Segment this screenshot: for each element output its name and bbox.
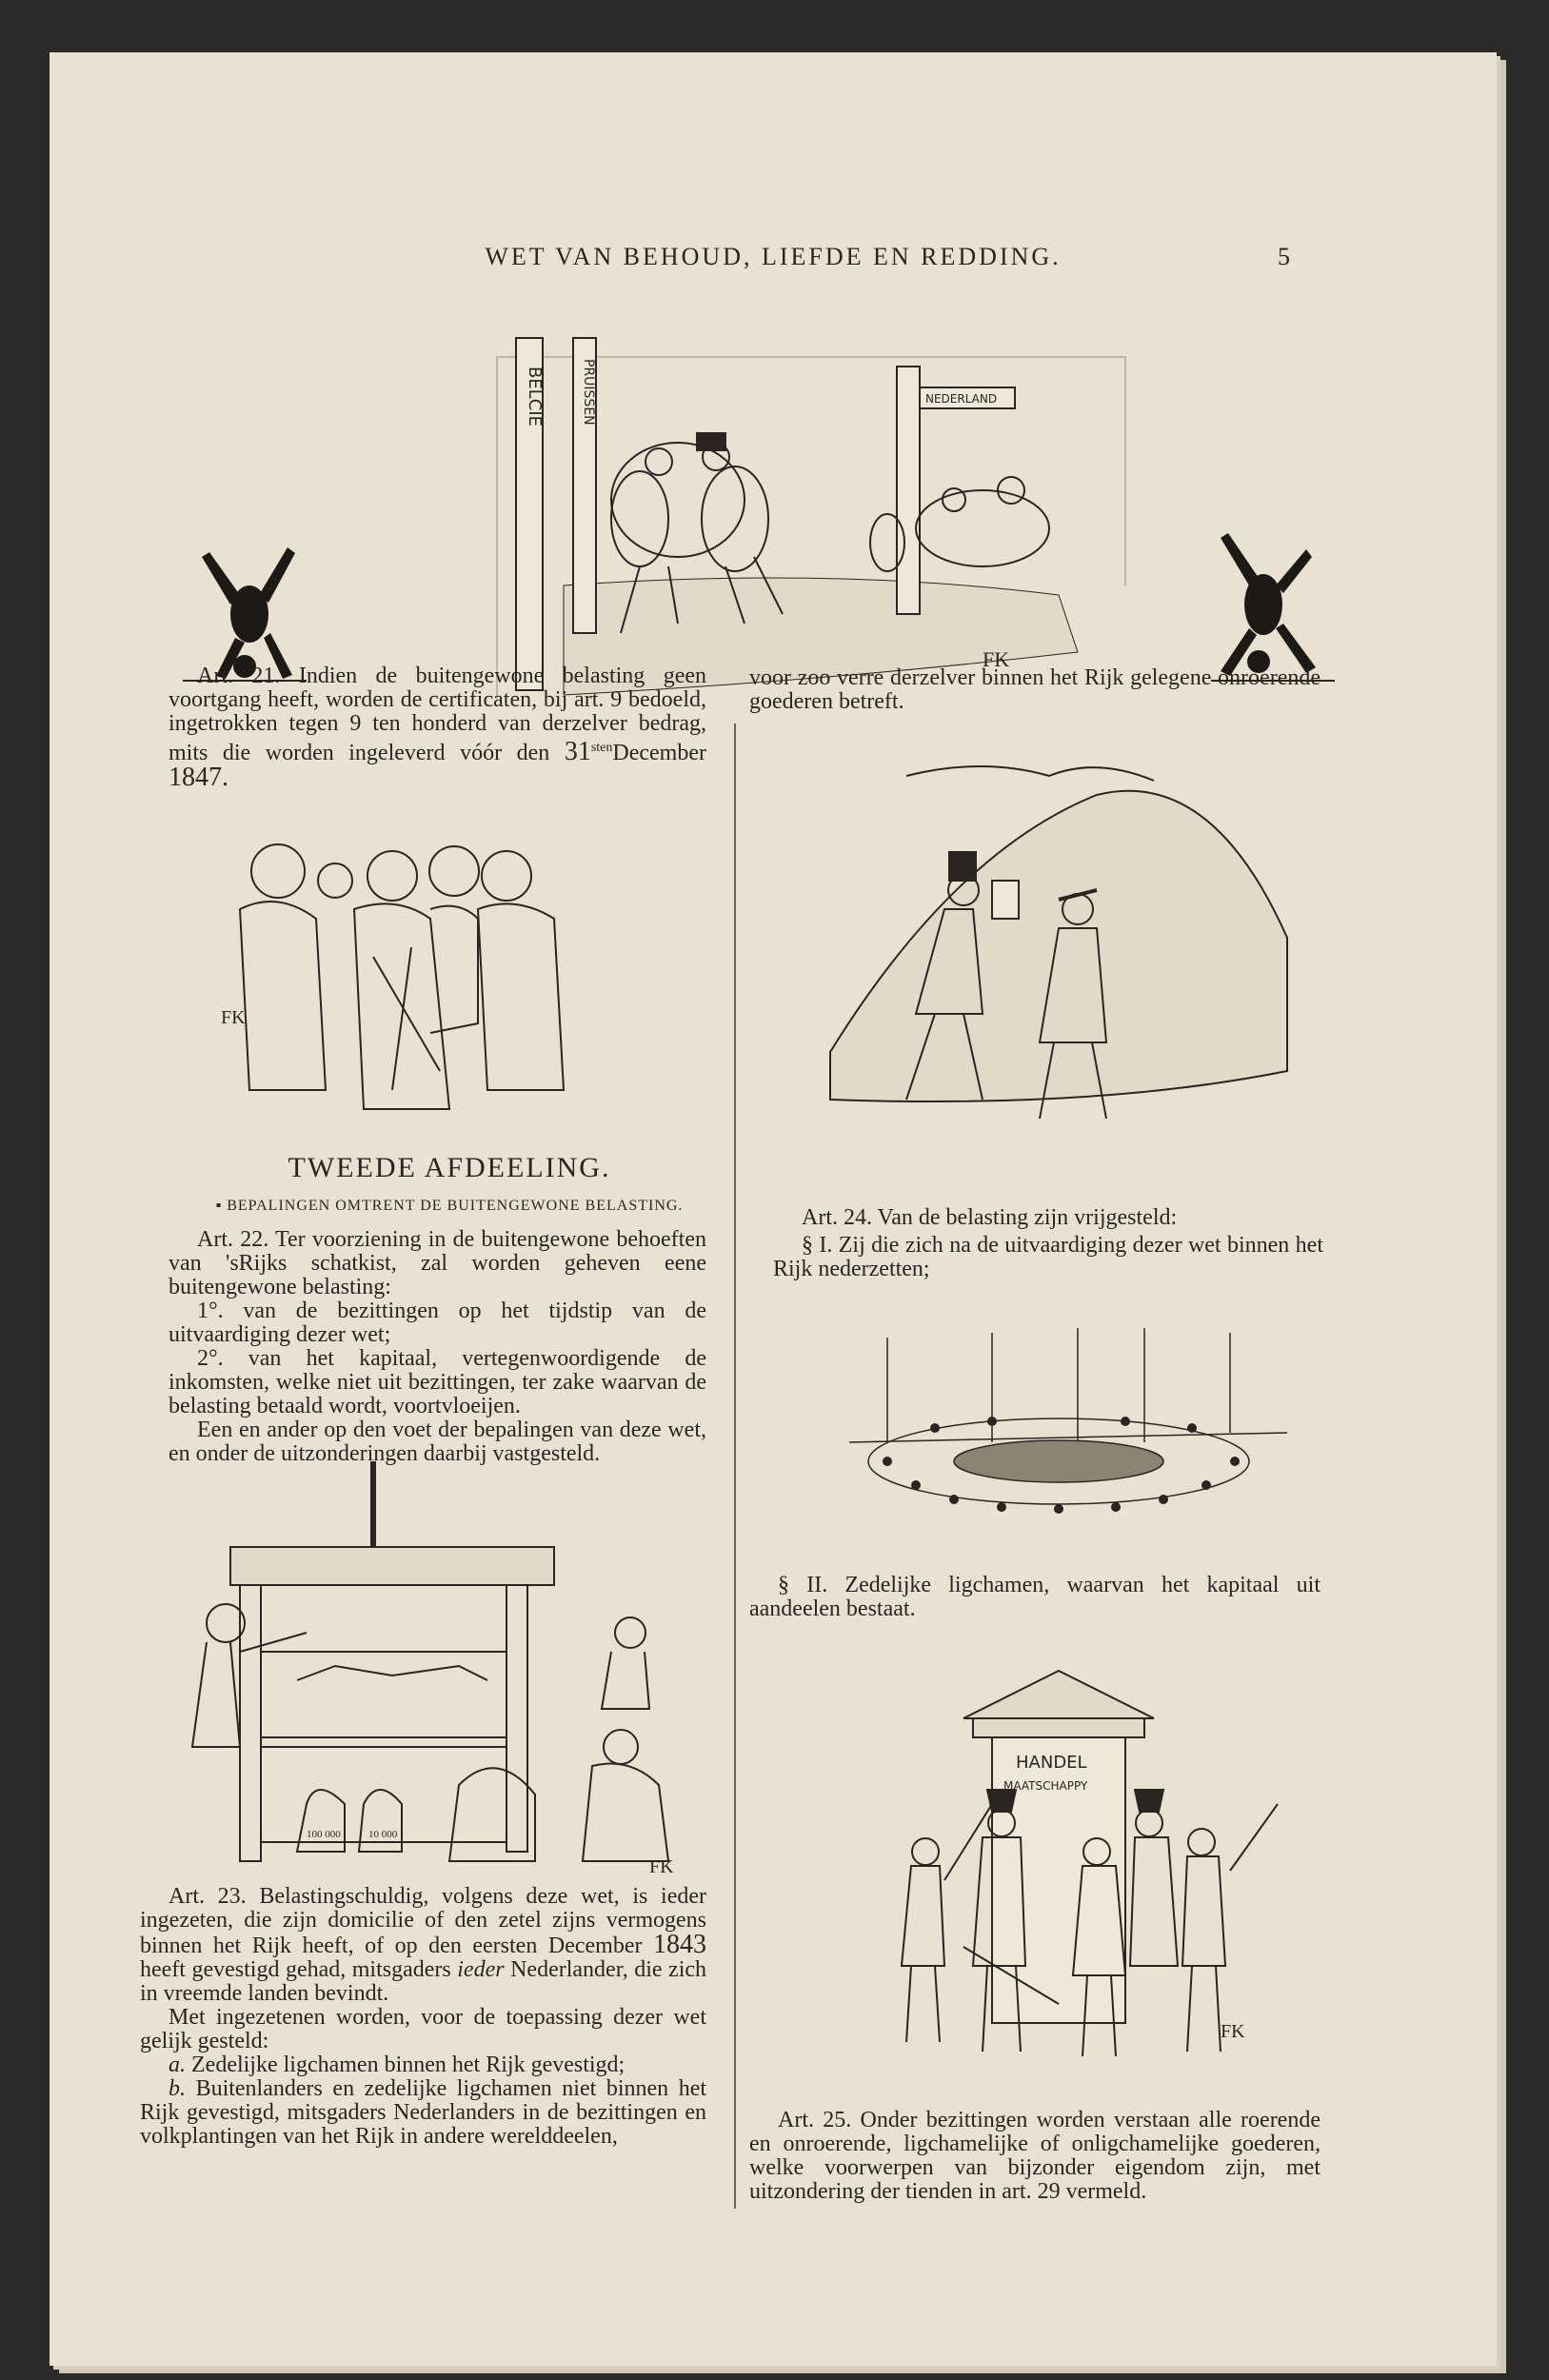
art21-text: Indien de buitengewone belasting geen voortgang heeft, worden de certificaten, bij art. 9 bedoeld, ingetrokken tegen 9 ten honderd van derzelver bedrag, mits die worden ingeleverd vóór den xyxy=(169,664,707,765)
article-25 xyxy=(749,2109,1321,2204)
art23-a-label: a. xyxy=(169,2053,186,2077)
sack-label-1: 100 000 xyxy=(307,1829,341,1840)
illustration-dance-circle xyxy=(830,1328,1306,1547)
monogram-monument: FK xyxy=(1221,2021,1245,2042)
art25-text: Art. 25. Onder bezittingen worden verstaan alle roerende en onroerende, ligchamelijke of onligchamelijke goederen, welke voorwerpen van bijzonder eigendom zijn, met uitzondering der tienden in art. 29 vermeld. xyxy=(749,2108,1321,2204)
section-title: TWEEDE AFDEELING. xyxy=(288,1152,611,1183)
art23-p2: Met ingezetenen worden, voor de toepassing dezer wet gelijk gesteld: xyxy=(140,2005,706,2053)
article-21 xyxy=(169,664,706,791)
art23-continuation xyxy=(749,666,1321,714)
illustration-monument-soldiers xyxy=(821,1661,1316,2080)
column-rule xyxy=(734,724,736,2209)
art22-item2: 2°. van het kapitaal, vertegenwoordigende de inkomsten, welke niet uit bezittingen, ter zake waarvan de belasting betaald wordt, voortvloeijen. xyxy=(169,1346,706,1418)
art23-year: 1843 xyxy=(653,1930,707,1959)
art21-year: 1847. xyxy=(169,763,228,792)
sign-belgie: BELCIE xyxy=(525,367,545,426)
art21-day: 31 xyxy=(564,737,591,766)
monogram-group: FK xyxy=(221,1007,246,1028)
acrobat-right-figure xyxy=(1221,533,1316,676)
monogram-top: FK xyxy=(983,647,1010,671)
sack-label-2: 10 000 xyxy=(368,1829,398,1840)
sign-pruissen: PRUISSEN xyxy=(581,359,596,426)
running-header: WET VAN BEHOUD, LIEFDE EN REDDING. xyxy=(485,243,1062,270)
art23-p1-start: Art. 23. Belastingschuldig, volgens deze wet, is ieder ingezeten, die zijn domicilie of den zetel zijns vermogens binnen het Rijk heeft, of op den eersten December xyxy=(140,1884,706,1958)
art23-emph: ieder xyxy=(457,1957,505,1982)
article-23 xyxy=(140,1885,706,2149)
art21-sup: sten xyxy=(590,741,613,755)
art22-closing: Een en ander op den voet der bepalingen van deze wet, en onder de uitzonderingen daarbij vastgesteld. xyxy=(169,1418,706,1466)
sign-nederland: NEDERLAND xyxy=(925,392,998,406)
monogram-press: FK xyxy=(649,1856,674,1877)
art21-lead: Art. 21. xyxy=(197,664,281,688)
art22-intro: Art. 22. Ter voorziening in de buitengewone behoeften van 'sRijks schatkist, zal worden geheven eene buitengewone belasting: xyxy=(169,1227,706,1299)
illustration-border-crossing xyxy=(164,300,1354,700)
art23-b-label: b. xyxy=(169,2076,186,2101)
acrobat-left-figure xyxy=(202,547,295,679)
art24-s2-text: § II. Zedelijke ligchamen, waarvan het kapitaal uit aandeelen bestaat. xyxy=(749,1573,1321,1621)
art24-intro: Art. 24. Van de belasting zijn vrijgesteld: xyxy=(802,1205,1178,1230)
section-subtitle-text: BEPALINGEN OMTRENT DE BUITENGEWONE BELASTING. xyxy=(227,1198,684,1214)
illustration-money-press xyxy=(173,1461,706,1880)
art22-item1: 1°. van de bezittingen op het tijdstip van de uitvaardiging dezer wet; xyxy=(169,1299,706,1347)
monument-label-1: HANDEL xyxy=(1016,1753,1087,1773)
page-sheet xyxy=(50,52,1497,2366)
illustration-group-people xyxy=(192,804,592,1119)
illustration-hill-walkers xyxy=(811,738,1306,1147)
art23-b-text: Buitenlanders en zedelijke ligchamen niet binnen het Rijk gevestigd, mitsgaders Nederlanders in de bezittingen en volkplantingen van het Rijk in andere werelddeelen, xyxy=(140,2076,707,2149)
art23-p1-mid: heeft gevestigd gehad, mitsgaders xyxy=(140,1957,451,1982)
page-number: 5 xyxy=(1278,243,1290,270)
article-24-s2 xyxy=(749,1574,1321,1621)
continuation-text: voor zoo verre derzelver binnen het Rijk gelegene onroerende goederen betreft. xyxy=(749,665,1321,714)
art23-p1-end: Nederlander, die zich in vreemde landen bevindt. xyxy=(140,1957,707,2006)
monument-label-2: MAATSCHAPPY xyxy=(1003,1779,1088,1793)
art24-s1: § I. Zij die zich na de uitvaardiging dezer wet binnen het Rijk nederzetten; xyxy=(773,1233,1323,1281)
section-subtitle: ▪ BEPALINGEN OMTRENT DE BUITENGEWONE BELASTING. xyxy=(215,1198,684,1214)
article-22 xyxy=(169,1228,706,1466)
art21-month: December xyxy=(612,741,706,765)
article-24 xyxy=(773,1206,1323,1281)
art23-a-text: Zedelijke ligchamen binnen het Rijk gevestigd; xyxy=(191,2053,626,2077)
